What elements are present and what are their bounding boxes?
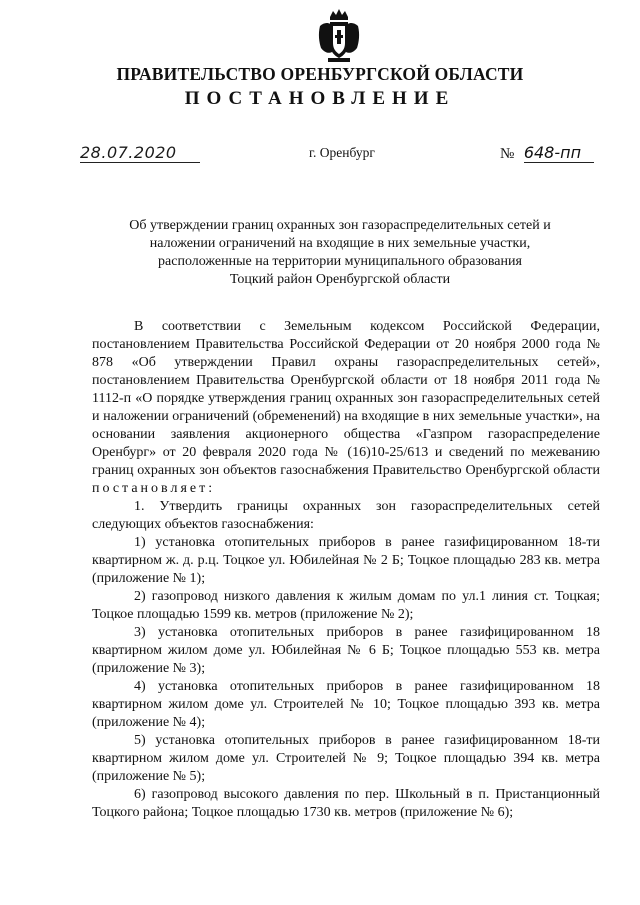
object-item: 2) газопровод низкого давления к жилым домам по ул.1 линия ст. Тоцкая; Тоцкое площадью 1599 кв. метров (приложение № 2); bbox=[92, 589, 600, 622]
subject-line: Об утверждении границ охранных зон газораспределительных сетей и bbox=[129, 218, 551, 233]
object-item: 6) газопровод высокого давления по пер. Школьный в п. Пристанционный Тоцкого района; Тоцкое площадью 1730 кв. метров (приложение № 6); bbox=[92, 787, 600, 820]
object-item: 5) установка отопительных приборов в ранее газифицированном 18-ти квартирном жилом доме ул. Строителей № 9; Тоцкое площадью 394 кв. метра (приложение № 5); bbox=[92, 733, 600, 784]
document-meta bbox=[0, 143, 640, 173]
government-title: ПРАВИТЕЛЬСТВО ОРЕНБУРГСКОЙ ОБЛАСТИ bbox=[116, 64, 524, 84]
decree-word: постановляет: bbox=[92, 481, 216, 496]
number-value: 648-пп bbox=[524, 143, 594, 163]
subject-line: Тоцкий район Оренбургской области bbox=[229, 272, 451, 287]
preamble-text: В соответствии с Земельным кодексом Российской Федерации, постановлением Правительства Российской Федерации от 20 ноября 2000 года № 878 «Об утверждении Правил охраны газораспределительных сетей», постановлением Правительства Оренбургской области от 18 ноября 2011 года № 1112-п «О порядке утверждения границ охранных зон газораспределительных сетей и наложении ограничений (обременений) на входящие в них земельные участки», на основании заявления акционерного общества «Газпром газораспределение Оренбург» от 20 февраля 2020 года № (16)10-25/613 и сведений по межеванию границ охранных зон объектов газоснабжения Правительство Оренбургской области bbox=[92, 319, 600, 478]
preamble-paragraph bbox=[92, 318, 600, 498]
item-paragraph: 1. Утвердить границы охранных зон газораспределительных сетей следующих объектов газоснабжения: bbox=[92, 499, 600, 532]
object-item: 1) установка отопительных приборов в ранее газифицированном 18-ти квартирном ж. д. р.ц. Тоцкое ул. Юбилейная № 2 Б; Тоцкое площадью 283 кв. метра (приложение № 1); bbox=[92, 535, 600, 586]
document-city: г. Оренбург bbox=[309, 145, 375, 160]
coat-of-arms-icon bbox=[316, 8, 362, 64]
document-number bbox=[500, 143, 610, 163]
document-date: 28.07.2020 bbox=[80, 143, 200, 163]
subject-line: расположенные на территории муниципального образования bbox=[158, 254, 522, 269]
subject-line: наложении ограничений на входящие в них земельные участки, bbox=[149, 236, 531, 251]
document-body bbox=[92, 318, 600, 822]
number-sign: № bbox=[500, 146, 515, 162]
document-subject bbox=[120, 217, 560, 289]
document-type: ПОСТАНОВЛЕНИЕ bbox=[184, 88, 456, 109]
object-item: 3) установка отопительных приборов в ранее газифицированном 18 квартирном жилом доме ул. Юбилейная № 6 Б; Тоцкое площадью 553 кв. метра (приложение № 3); bbox=[92, 625, 600, 676]
object-item: 4) установка отопительных приборов в ранее газифицированном 18 квартирном жилом доме ул. Строителей № 10; Тоцкое площадью 393 кв. метра (приложение № 4); bbox=[92, 679, 600, 730]
